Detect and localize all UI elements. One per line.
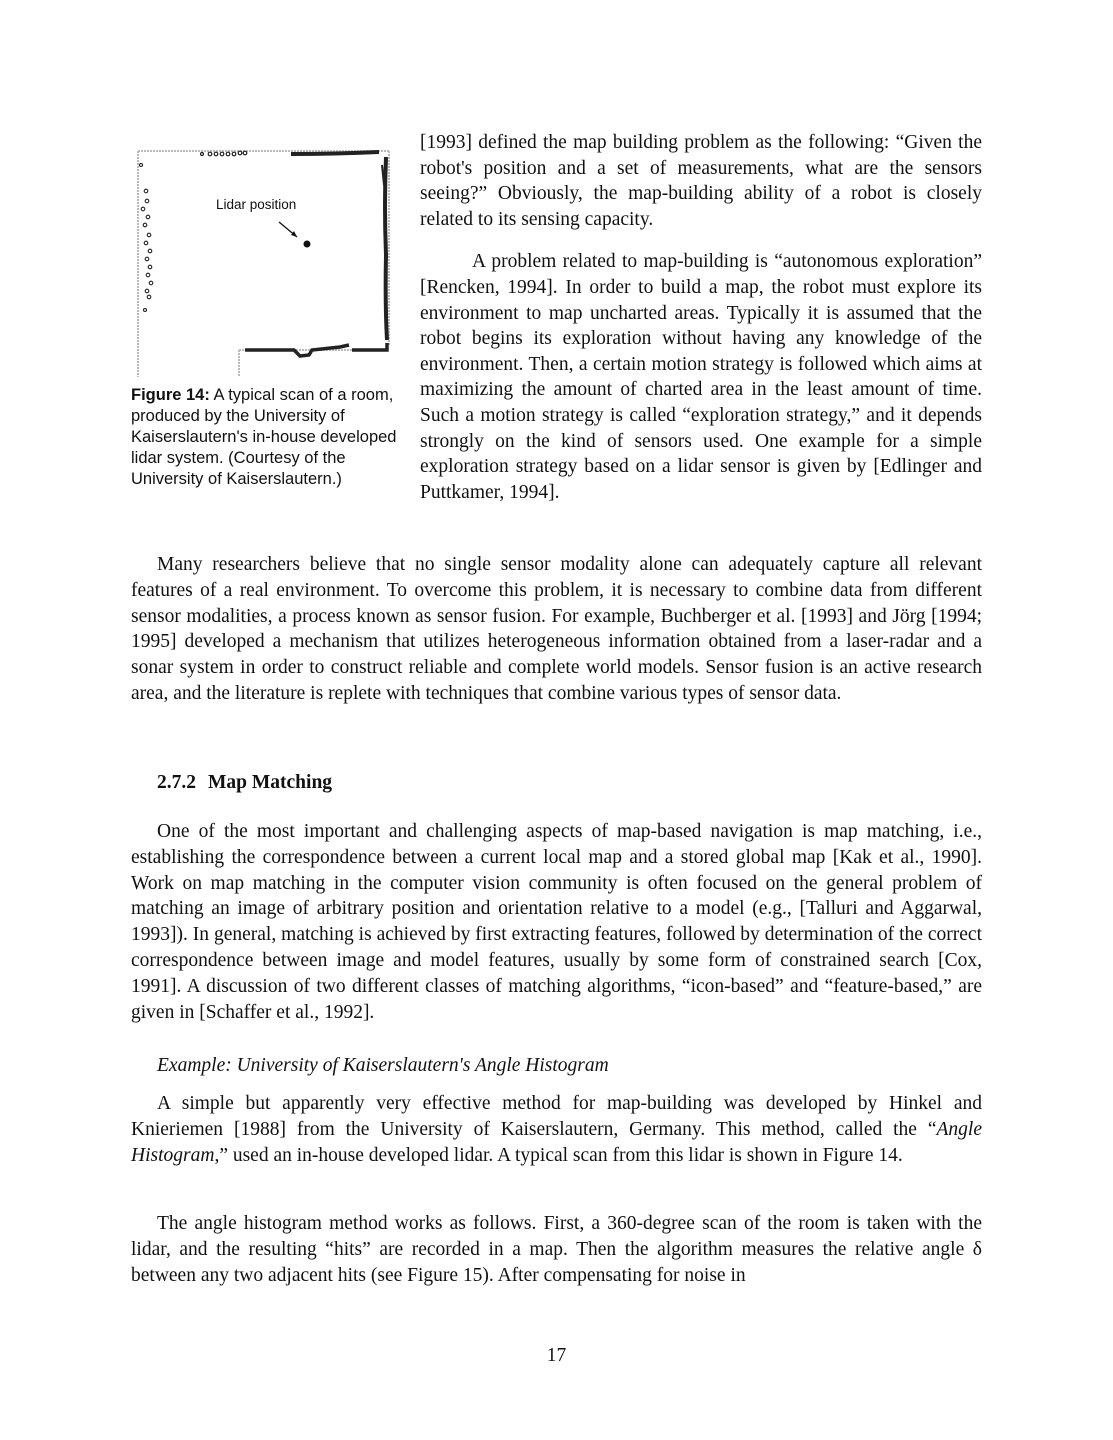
page-number: 17 [546,1345,567,1366]
example-heading: Example: University of Kaiserslautern's Angle Histogram [157,1055,609,1076]
angle-histogram-intro [131,1091,982,1168]
figure-caption-text: A typical scan of a room, produced by the University of Kaiserslautern's in-house developed lidar system. (Courtesy of the University of Kaiserslautern.) [131,386,397,488]
paragraph-angle-histogram-intro [131,1091,982,1168]
text-run: ,” used an in-house developed lidar. A typical scan from this lidar is shown in Figure 14. [214,1144,903,1166]
figure-14-lidar-scan [134,145,396,381]
paragraph-sensor-fusion: Many researchers believe that no single sensor modality alone can adequately capture all relevant features of a real environment. To overcome this problem, it is necessary to combine data from different sensor modalities, a process known as sensor fusion. For example, Buchberger et al. [1993] and Jörg [1994; 1995] developed a mechanism that utilizes heterogeneous information obtained from a laser-radar and a sonar system in order to construct reliable and complete world models. Sensor fusion is an active research area, and the literature is replete with techniques that combine various types of sensor data. [131,554,982,704]
map-matching-section [131,819,982,1025]
section-number: 2.7.2 [157,772,196,793]
text-run: A simple but apparently very effective method for map-building was developed by Hinkel and Knieriemen [1988] from the University of Kaiserslautern, Germany. This method, called the “ [131,1093,982,1140]
lidar-scan-image [134,145,396,381]
figure-caption [131,385,403,490]
paragraph-autonomous-exploration: A problem related to map-building is “autonomous exploration” [Rencken, 1994]. In order to build a map, the robot must explore its environment to map uncharted areas. Typically it is assumed that the robot begins its exploration without having any knowledge of the environment. Then, a certain motion strategy is followed which aims at maximizing the amount of charted area in the least amount of time. Such a motion strategy is called “exploration strategy,” and it depends strongly on the kind of sensors used. One example for a simple exploration strategy based on a lidar sensor is given by [Edlinger and Puttkamer, 1994]. [420,251,982,503]
section-heading [157,772,332,794]
sensor-fusion-section [131,552,982,707]
right-column-text [420,130,982,505]
section-title: Map Matching [208,772,333,793]
angle-histogram-method [131,1211,982,1288]
angle-histogram-term: Angle Histogram [131,1118,982,1166]
paragraph-map-building: [1993] defined the map building problem as the following: “Given the robot's position and a set of measurements, what are the sensors seeing?” Obviously, the map-building ability of a robot is closely related to its sensing capacity. [420,132,982,230]
lidar-position-dot [304,241,311,248]
paragraph-angle-histogram-method: The angle histogram method works as follows. First, a 360-degree scan of the room is taken with the lidar, and the resulting “hits” are recorded in a map. Then the algorithm measures the relative angle δ between any two adjacent hits (see Figure 15). After compensating for noise in [131,1213,982,1286]
lidar-position-label: Lidar position [216,197,297,212]
figure-caption-label: Figure 14: [131,386,210,404]
paragraph-map-matching: One of the most important and challenging aspects of map-based navigation is map matching, i.e., establishing the correspondence between a current local map and a stored global map [Kak et al., 1990]. Work on map matching in the computer vision community is often focused on the general problem of matching an image of arbitrary position and orientation relative to a model (e.g., [Talluri and Aggarwal, 1993]). In general, matching is achieved by first extracting features, followed by determination of the correct correspondence between image and model features, usually by some form of constrained search [Cox, 1991]. A discussion of two different classes of matching algorithms, “icon-based” and “feature-based,” are given in [Schaffer et al., 1992]. [131,821,982,1023]
